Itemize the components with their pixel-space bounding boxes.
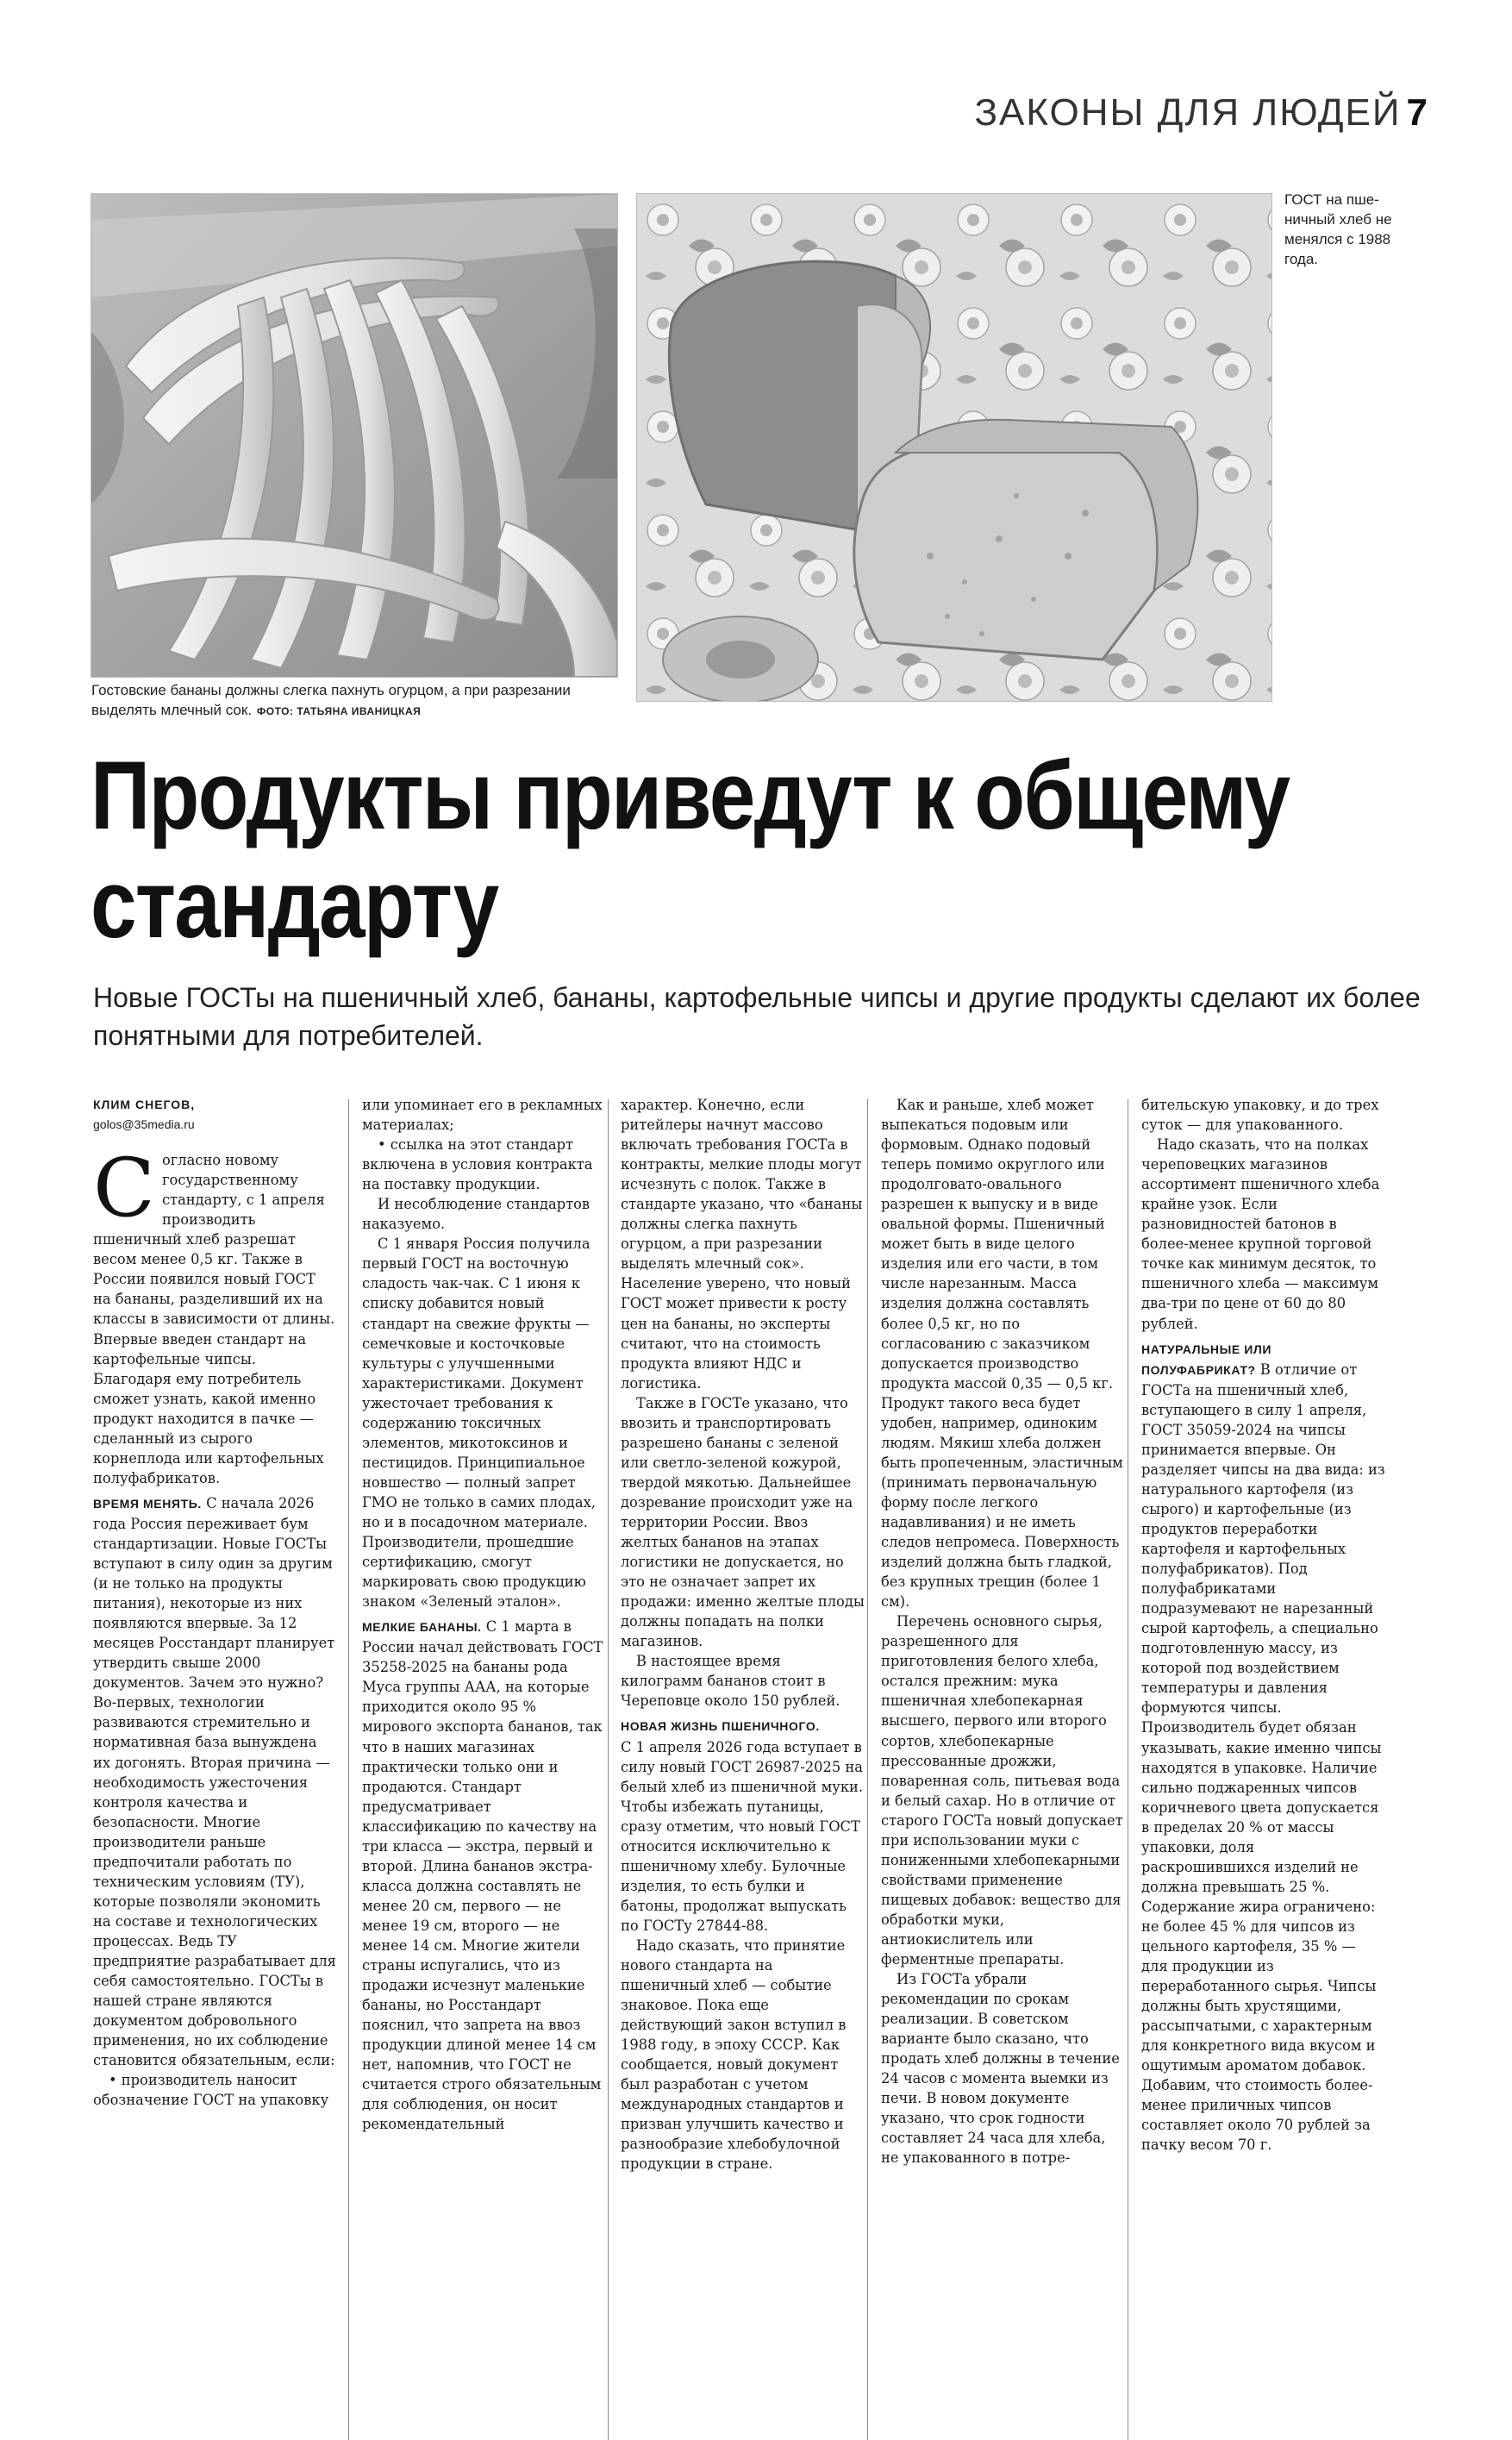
subheading-text: НОВАЯ ЖИЗНЬ ПШЕНИЧНОГО. — [621, 1719, 820, 1734]
section-paragraph — [362, 1617, 606, 2134]
intro-paragraph — [93, 1142, 337, 1488]
column-divider — [867, 1099, 868, 2440]
paragraph: Как и раньше, хлеб может выпекаться подовым или формовым. Однако подовый теперь помимо округлого или продолговато-овального разрешен к выпуску и в виде овальной формы. Пшеничный может быть в виде целого изделия или его части, в том числе нарезанным. Масса изделия должна составлять более 0,5 кг, но по согласованию с заказчиком допускается производство продукта массой 0,35 — 0,5 кг. Продукт такого веса будет удобен, например, одиноким людям. Мякиш хлеба должен быть пропеченным, эластичным (принимать первоначальную форму после легкого надавливания) и не иметь следов непромеса. Поверхность изделий должна быть гладкой, без крупных трещин (более 1 см). — [881, 1097, 1123, 1611]
paragraph: • ссылка на этот стандарт включена в условия контракта на поставку продукции. — [362, 1136, 593, 1193]
byline-email: golos@35media.ru — [93, 1117, 195, 1132]
article-column-3 — [621, 1095, 865, 2174]
paragraph: бительскую упаковку, и до трех суток — для упакованного. — [1141, 1097, 1379, 1134]
article-column-1 — [93, 1095, 337, 2110]
paragraph: С 1 января Россия получила первый ГОСТ на восточную сладость чак-чак. С 1 июня к списку добавится новый стандарт на свежие фрукты — семечковые и косточковые культуры с улучшенными характеристиками. Документ ужесточает требования к содержанию токсичных элементов, микотоксинов и пестицидов. Принципиальное новшество — полный запрет ГМО не только в самих плодах, но и в посадочном материале. Производители, прошедшие сертификацию, смогут маркировать свою продукцию знаком «Зеленый эталон». — [362, 1236, 596, 1611]
section-paragraph — [1141, 1339, 1385, 2155]
bread-image — [637, 194, 1271, 701]
article-column-4 — [881, 1095, 1125, 2168]
paragraph: Надо сказать, что на полках череповецких магазинов ассортимент пшеничного хлеба крайне узок. Если разновидностей батонов в более-менее крупной торговой точке как минимум десяток, то пшеничного хлеба — максимум два-три по цене от 60 до 80 рублей. — [1141, 1136, 1380, 1332]
column-divider — [608, 1099, 609, 2440]
banana-image — [91, 194, 617, 677]
page-number: 7 — [1406, 91, 1429, 134]
intro-text: огласно новому государственному стандарту, с 1 апреля производить пшеничный хлеб разрешат весом менее 0,5 кг. Также в России появился новый ГОСТ на бананы, разделивший их на классы в зависимости от длины. Впервые введен стандарт на картофельные чипсы. Благодаря ему потребитель сможет узнать, какой именно продукт находится в пачке — сделанный из сырого корнеплода или картофельных полуфабрикатов. — [93, 1152, 335, 1486]
paragraph: Также в ГОСТе указано, что ввозить и транспортировать разрешено бананы с зеленой или светло-зеленой кожурой, твердой мякотью. Дальнейшее дозревание происходит уже на территории России. Ввоз желтых бананов на этапах логистики не допускается, но это не означает запрет их продажи: именно желтые плоды должны попадать на полки магазинов. — [621, 1394, 865, 1650]
paragraph: характер. Конечно, если ритейлеры начнут массово включать требования ГОСТа в контракты, мелкие плоды могут исчезнуть с полок. Также в стандарте указано, что «бананы должны слегка пахнуть огурцом, а при разрезании выделять млечный сок». Население уверено, что новый ГОСТ может привести к росту цен на бананы, но эксперты считают, что на стоимость продукта влияют НДС и логистика. — [621, 1097, 863, 1392]
paragraph: В настоящее время килограмм бананов стоит в Череповце около 150 рублей. — [621, 1653, 840, 1710]
subheading-new-life — [621, 1716, 865, 1736]
article-column-2 — [362, 1095, 606, 2134]
section-header — [974, 91, 1429, 135]
subheading-natural-or-semi: НАТУРАЛЬНЫЕ ИЛИ ПОЛУФАБРИКАТ? — [1141, 1342, 1272, 1377]
dropcap: С — [93, 1142, 155, 1236]
byline-author: КЛИМ СНЕГОВ, — [93, 1098, 196, 1111]
bread-caption: ГОСТ на пшеничный хлеб не менялся с 1988 года. — [1284, 191, 1392, 267]
headline — [91, 741, 1290, 959]
column-divider — [348, 1099, 349, 2440]
paragraph-text: С 1 марта в России начал действовать ГОСТ 35258-2025 на бананы рода Муса группы ААА, на которые приходится около 95 % мирового экспорта бананов, так что в наших магазинах практически только они и продаются. Стандарт предусматривает классификацию по качеству на три класса — экстра, первый и второй. Длина бананов экстра-класса должна составлять не менее 20 см, первого — не менее 19 см, второго — не менее 14 см. Многие жители страны испугались, что из продажи исчезнут маленькие бананы, но Росстандарт пояснил, что запрета на ввоз продукции длиной менее 14 см нет, напомнив, что ГОСТ не считается строго обязательным для соблюдения, он носит рекомендательный — [362, 1618, 603, 2133]
photo-credit: ФОТО: ТАТЬЯНА ИВАНИЦКАЯ — [257, 705, 422, 717]
subheading-time-to-change: ВРЕМЯ МЕНЯТЬ. — [93, 1496, 202, 1511]
section-paragraph — [93, 1493, 337, 2070]
paragraph-text: В отличие от ГОСТа на пшеничный хлеб, вступающего в силу 1 апреля, ГОСТ 35059-2024 на чипсы принимается впервые. Он разделяет чипсы на два вида: из натурального картофеля (из сырого) и картофельные (из продуктов переработки картофеля и картофельных полуфабрикатов). Под полуфабрикатами подразумевают не нарезанный сырой картофель, а специально подготовленную массу, из которой под воздействием температуры и давления формуются чипсы. Производитель будет обязан указывать, какие именно чипсы находятся в упаковке. Наличие сильно поджаренных чипсов коричневого цвета допускается в пределах 20 % от массы упаковки, доля раскрошившихся изделий не должна превышать 25 %. Содержание жира ограничено: не более 45 % для чипсов из цельного картофеля, 35 % — для продукции из переработанного сырья. Чипсы должны быть хрустящими, рассыпчатыми, с характерным для конкретного вида вкусом и ощутимым ароматом добавок. Добавим, что стоимость более-менее приличных чипсов составляет около 70 рублей за пачку весом 70 г. — [1141, 1361, 1385, 2154]
banana-caption-text: Гостовские бананы должны слегка пахнуть огурцом, а при разрезании выделять млечный сок. — [91, 682, 571, 718]
subheading-small-bananas: МЕЛКИЕ БАНАНЫ. — [362, 1620, 482, 1635]
paragraph: С 1 апреля 2026 года вступает в силу новый ГОСТ 26987-2025 на белый хлеб из пшеничной муки. Чтобы избежать путаницы, сразу отметим, что новый ГОСТ относится исключительно к пшеничному хлебу. Булочные изделия, то есть булки и батоны, продолжат выпускать по ГОСТу 27844-88. — [621, 1738, 864, 1934]
paragraph: И несоблюдение стандартов наказуемо. — [362, 1196, 590, 1233]
banana-photo — [91, 193, 618, 678]
paragraph-text: С начала 2026 года Россия переживает бум стандартизации. Новые ГОСТы вступают в силу один за другим (и не только на продукты питания), некоторые из них появляются впервые. За 12 месяцев Росстандарт планирует утвердить свыше 2000 документов. Зачем это нужно? Во-первых, технологии развиваются стремительно и нормативная база вынуждена их догонять. Вторая причина — необходимость ужесточения контроля качества и безопасности. Многие производители раньше предпочитали работать по техническим условиям (ТУ), которые позволяли экономить на составе и технологических процессах. Ведь ТУ предприятие разрабатывает для себя самостоятельно. ГОСТы в нашей стране являются документом добровольного применения, но их соблюдение становится обязательным, если: — [93, 1494, 336, 2069]
paragraph: • производитель наносит обозначение ГОСТ на упаковку — [93, 2072, 329, 2109]
section-title: ЗАКОНЫ ДЛЯ ЛЮДЕЙ — [974, 91, 1402, 134]
headline-line-1: Продукты приведут к общему — [91, 741, 1290, 849]
headline-line-2: стандарту — [91, 850, 498, 958]
article-column-5 — [1141, 1095, 1385, 2155]
lead-paragraph: Новые ГОСТы на пшеничный хлеб, бананы, картофельные чипсы и другие продукты сделают их более понятными для потребителей. — [93, 982, 1421, 1051]
paragraph: или упоминает его в рекламных материалах; — [362, 1097, 603, 1134]
bread-photo — [636, 193, 1272, 702]
banana-caption — [91, 680, 619, 722]
paragraph: Надо сказать, что принятие нового стандарта на пшеничный хлеб — событие знаковое. Пока еще действующий закон вступил в 1988 году, в эпоху СССР. Как сообщается, новый документ был разработан с учетом международных стандартов и призван улучшить качество и разнообразие хлебобулочной продукции в стране. — [621, 1936, 847, 2173]
paragraph: Из ГОСТа убрали рекомендации по срокам реализации. В советском варианте было сказано, что продать хлеб должны в течение 24 часов с момента выемки из печи. В новом документе указано, что срок годности составляет 24 часа для хлеба, не упакованного в потре- — [881, 1971, 1120, 2167]
paragraph: Перечень основного сырья, разрешенного для приготовления белого хлеба, остался прежним: мука пшеничная хлебопекарная высшего, первого или второго сортов, хлебопекарные прессованные дрожжи, поваренная соль, питьевая вода и белый сахар. Но в отличие от старого ГОСТа новый допускает при использовании муки с пониженными хлебопекарными свойствами применение пищевых добавок: вещество для обработки муки, антиокислитель или ферментные препараты. — [881, 1613, 1123, 1968]
